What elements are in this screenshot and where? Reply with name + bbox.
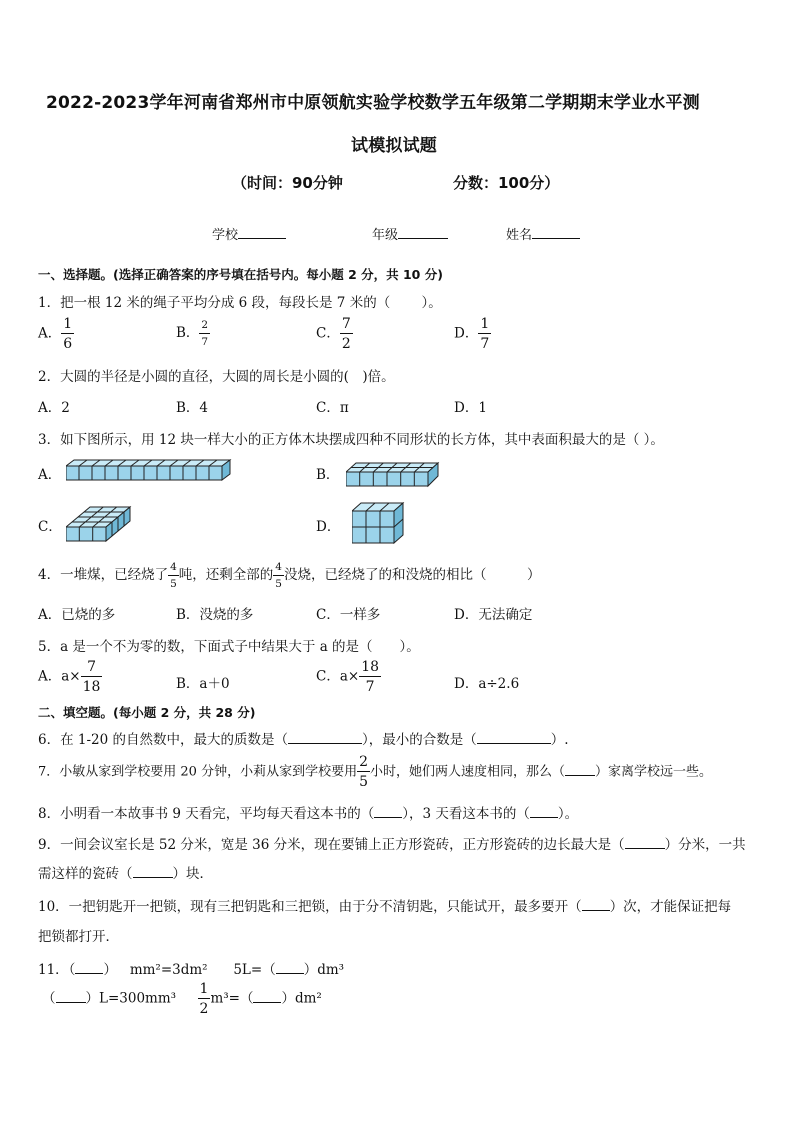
- q2-option-a[interactable]: A．2: [38, 400, 70, 416]
- q9-blank-2[interactable]: [133, 865, 173, 878]
- exam-score: 分数：100分）: [453, 174, 560, 192]
- question-11-line1: 11．（ ） mm²=3dm² 5L=（ ）dm³: [38, 962, 345, 978]
- exam-time: （时间：90分钟: [232, 174, 343, 192]
- name-label: 姓名: [506, 228, 533, 243]
- q9-blank-1[interactable]: [625, 836, 665, 849]
- question-4: 4．一堆煤，已经烧了 $\frac{4}{5}$ 吨，还剩全部的 $\frac{4}{5}$ 没烧，已经烧了的和没烧的相比（ ）: [38, 561, 541, 590]
- page-title-line1: 2022-2023学年河南省郑州市中原领航实验学校数学五年级第二学期期末学业水平测: [46, 93, 700, 113]
- school-field[interactable]: [212, 224, 286, 243]
- q4-option-b[interactable]: B．没烧的多: [176, 607, 254, 623]
- q11-blank-1[interactable]: [75, 961, 103, 974]
- question-9: 9．一间会议室长是 52 分米，宽是 36 分米，现在要铺上正方形瓷砖，正方形瓷砖的边长最大是（ ）分米，一共: [38, 837, 746, 853]
- grade-field[interactable]: [372, 224, 448, 243]
- q4-option-d[interactable]: D．无法确定: [454, 607, 533, 623]
- q3-option-b[interactable]: B．: [316, 467, 340, 483]
- q5-option-c[interactable]: C．a× $\frac{18}{7}$: [316, 659, 380, 695]
- grade-label: 年级: [372, 228, 399, 243]
- q1-option-b[interactable]: B． $\frac{2}{7}$: [176, 319, 209, 348]
- q3-figure-b: [346, 460, 440, 488]
- question-9-line2: 需这样的瓷砖（ ）块．: [38, 866, 213, 882]
- q3-option-d[interactable]: D．: [316, 519, 341, 535]
- q6-blank-2[interactable]: [477, 731, 551, 744]
- q4-option-c[interactable]: C．一样多: [316, 607, 381, 623]
- question-6: 6．在 1-20 的自然数中，最大的质数是（ ），最小的合数是（ ）.: [38, 732, 569, 748]
- question-10: 10．一把钥匙开一把锁，现有三把钥匙和三把锁，由于分不清钥匙，只能试开，最多要开（ ）次，才能保证把每: [38, 899, 732, 915]
- question-5: 5．a 是一个不为零的数，下面式子中结果大于 a 的是（ ）。: [38, 639, 420, 655]
- q5-option-b[interactable]: B．a＋0: [176, 676, 230, 692]
- q11-fraction: $\frac{1}{2}$: [199, 981, 209, 1017]
- q3-figure-d: [352, 502, 406, 544]
- q2-option-d[interactable]: D．1: [454, 400, 487, 416]
- question-10-line2: 把锁都打开．: [38, 929, 119, 945]
- section2-heading: 二、填空题。(每小题 2 分，共 28 分): [38, 705, 256, 720]
- q5-option-d[interactable]: D．a÷2.6: [454, 676, 520, 692]
- q11-blank-3[interactable]: [56, 990, 86, 1003]
- q10-blank[interactable]: [582, 898, 610, 911]
- section1-heading: 一、选择题。(选择正确答案的序号填在括号内。每小题 2 分，共 10 分): [38, 267, 443, 282]
- q7-fraction: $\frac{2}{5}$: [359, 754, 368, 790]
- q1-option-a[interactable]: A． $\frac{1}{6}$: [38, 316, 73, 352]
- q6-blank-1[interactable]: [288, 731, 362, 744]
- q11-blank-2[interactable]: [276, 961, 304, 974]
- question-8: 8．小明看一本故事书 9 天看完，平均每天看这本书的（ ），3 天看这本书的（ ）。: [38, 806, 579, 822]
- q5-option-a[interactable]: A．a× $\frac{7}{18}$: [38, 659, 101, 695]
- q2-option-b[interactable]: B．4: [176, 400, 209, 416]
- q4-option-a[interactable]: A．已烧的多: [38, 607, 116, 623]
- question-11-line2: （ ）L=300mm³ $\frac{1}{2}$ m³=（ ）dm²: [42, 981, 322, 1017]
- q8-blank-2[interactable]: [530, 805, 558, 818]
- q1-option-c[interactable]: C． $\frac{7}{2}$: [316, 316, 351, 352]
- school-label: 学校: [212, 228, 239, 243]
- q4-fraction-1: $\frac{4}{5}$: [170, 561, 177, 590]
- q7-blank[interactable]: [565, 763, 595, 776]
- question-1: 1．把一根 12 米的绳子平均分成 6 段，每段长是 7 米的（ ）。: [38, 295, 442, 311]
- question-7: 7．小敏从家到学校要用 20 分钟，小莉从家到学校要用 $\frac{2}{5}$ 小时，她们两人速度相同，那么（ ）家离学校远一些。: [38, 754, 713, 790]
- q3-option-c[interactable]: C．: [38, 519, 62, 535]
- q8-blank-1[interactable]: [374, 805, 402, 818]
- q1-option-d[interactable]: D． $\frac{1}{7}$: [454, 316, 490, 352]
- page-title-line2: 试模拟试题: [351, 136, 437, 156]
- q3-figure-a: [66, 458, 232, 482]
- q2-option-c[interactable]: C．π: [316, 400, 349, 416]
- question-3: 3．如下图所示，用 12 块一样大小的正方体木块摆成四种不同形状的长方体，其中表面积最大的是（ ）。: [38, 432, 664, 448]
- question-2: 2．大圆的半径是小圆的直径，大圆的周长是小圆的( )倍。: [38, 369, 395, 385]
- q4-fraction-2: $\frac{4}{5}$: [275, 561, 282, 590]
- q11-blank-4[interactable]: [253, 990, 281, 1003]
- name-field[interactable]: [506, 224, 580, 243]
- q3-figure-c: [66, 503, 132, 543]
- q3-option-a[interactable]: A．: [38, 467, 62, 483]
